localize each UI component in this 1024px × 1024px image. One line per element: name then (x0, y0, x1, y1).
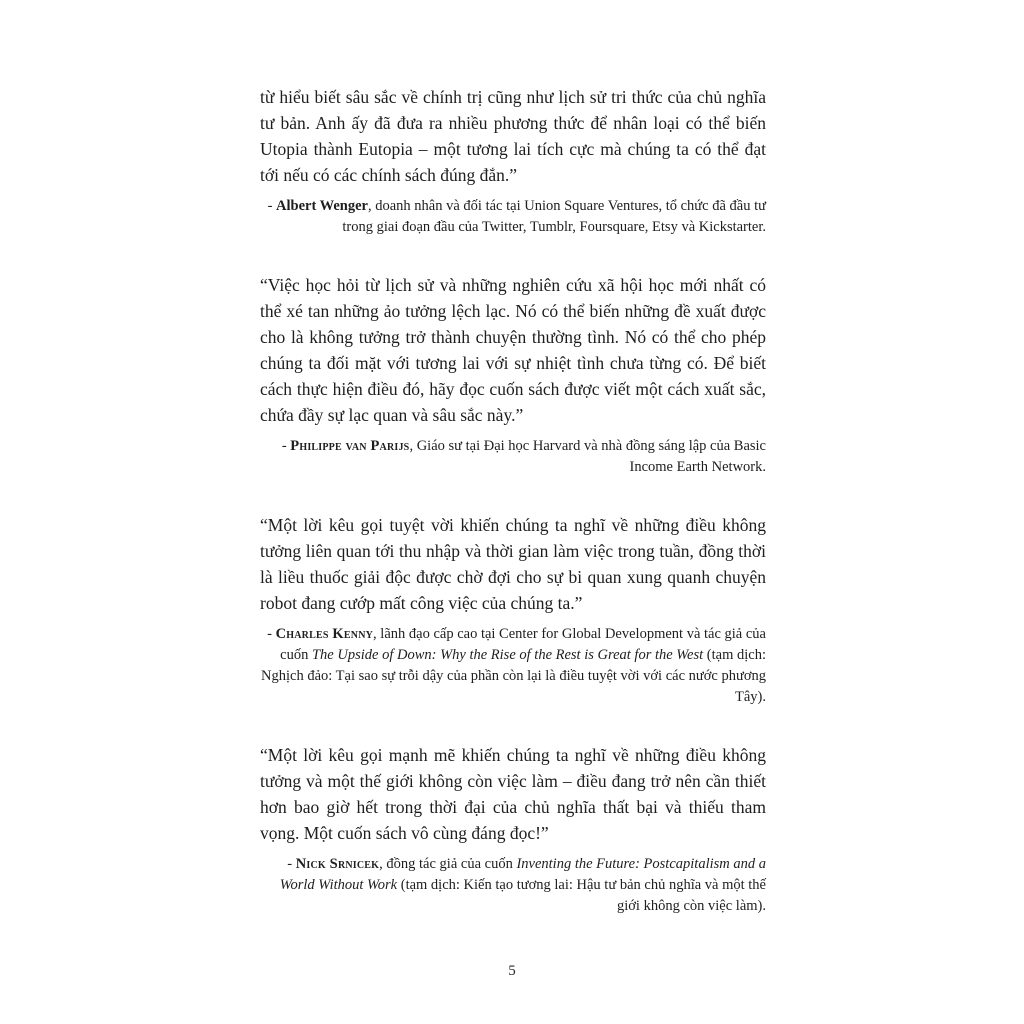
attribution-dash: - (267, 626, 276, 642)
quote-text: “Việc học hỏi từ lịch sử và những nghiên cứu xã hội học mới nhất có thể xé tan những ảo tưởng lệch lạc. Nó có thể biến những đề xuất được cho là không tưởng trở thành chuyện thường tình. Nó có thể cho phép chúng ta đối mặt với tương lai với sự nhiệt tình chưa từng có. Để biết cách thực hiện điều đó, hãy đọc cuốn sách được viết một cách xuất sắc, chứa đầy sự lạc quan và sâu sắc này.” (260, 275, 766, 425)
book-title: Inventing the Future: Postcapitalism and a World Without Work (279, 856, 766, 893)
attribution-name: Philippe van Parijs (290, 438, 410, 454)
endorsement-block-wenger (260, 84, 766, 238)
endorsement-block-srnicek (260, 742, 766, 917)
quote-text: từ hiểu biết sâu sắc về chính trị cũng như lịch sử tri thức của chủ nghĩa tư bản. Anh ấy đã đưa ra nhiều phương thức để nhân loại có thể biến Utopia thành Eutopia – một tương lai tích cực mà chúng ta có thể đạt tới nếu có các chính sách đúng đắn.” (260, 87, 766, 185)
attribution-translation: (tạm dịch: Kiến tạo tương lai: Hậu tư bản chủ nghĩa và một thế giới không còn việc làm). (397, 877, 766, 914)
quote-text: “Một lời kêu gọi tuyệt vời khiến chúng ta nghĩ về những điều không tưởng liên quan tới thu nhập và thời gian làm việc trong tuần, đồng thời là liều thuốc giải độc được chờ đợi cho sự bi quan xung quanh chuyện robot đang cướp mất công việc của chúng ta.” (260, 515, 766, 613)
attribution-name: Nick Srnicek (295, 856, 380, 872)
quote-text: “Một lời kêu gọi mạnh mẽ khiến chúng ta nghĩ về những điều không tưởng và một thế giới không còn việc làm – điều đang trở nên cần thiết hơn bao giờ hết trong thời đại của chủ nghĩa thất bại và thiếu tham vọng. Một cuốn sách vô cùng đáng đọc!” (260, 745, 766, 843)
quote-attribution (260, 854, 766, 917)
attribution-dash: - (287, 856, 296, 872)
book-title: The Upside of Down: Why the Rise of the Rest is Great for the West (311, 647, 704, 663)
attribution-name: Albert Wenger (276, 198, 368, 214)
page-content (260, 84, 766, 917)
attribution-dash: - (267, 198, 277, 214)
attribution-detail: , doanh nhân và đối tác tại Union Square Ventures, tổ chức đã đầu tư trong giai đoạn đầu của Twitter, Tumblr, Foursquare, Etsy và Kickstarter. (342, 198, 766, 235)
attribution-detail: , Giáo sư tại Đại học Harvard và nhà đồng sáng lập của Basic Income Earth Network. (409, 438, 766, 475)
attribution-detail: , lãnh đạo cấp cao tại Center for Global Development và tác giả của cuốn (280, 626, 766, 663)
endorsement-block-parijs (260, 272, 766, 478)
quote-attribution (260, 436, 766, 478)
attribution-detail: , đồng tác giả của cuốn (379, 856, 517, 872)
attribution-dash: - (281, 438, 291, 454)
endorsement-block-kenny (260, 512, 766, 708)
quote-attribution (260, 624, 766, 708)
attribution-name: Charles Kenny (275, 626, 374, 642)
attribution-translation: (tạm dịch: Nghịch đảo: Tại sao sự trỗi dậy của phần còn lại là điều tuyệt vời với các nước phương Tây). (261, 647, 766, 705)
quote-attribution (260, 196, 766, 238)
page-number: 5 (508, 963, 516, 979)
